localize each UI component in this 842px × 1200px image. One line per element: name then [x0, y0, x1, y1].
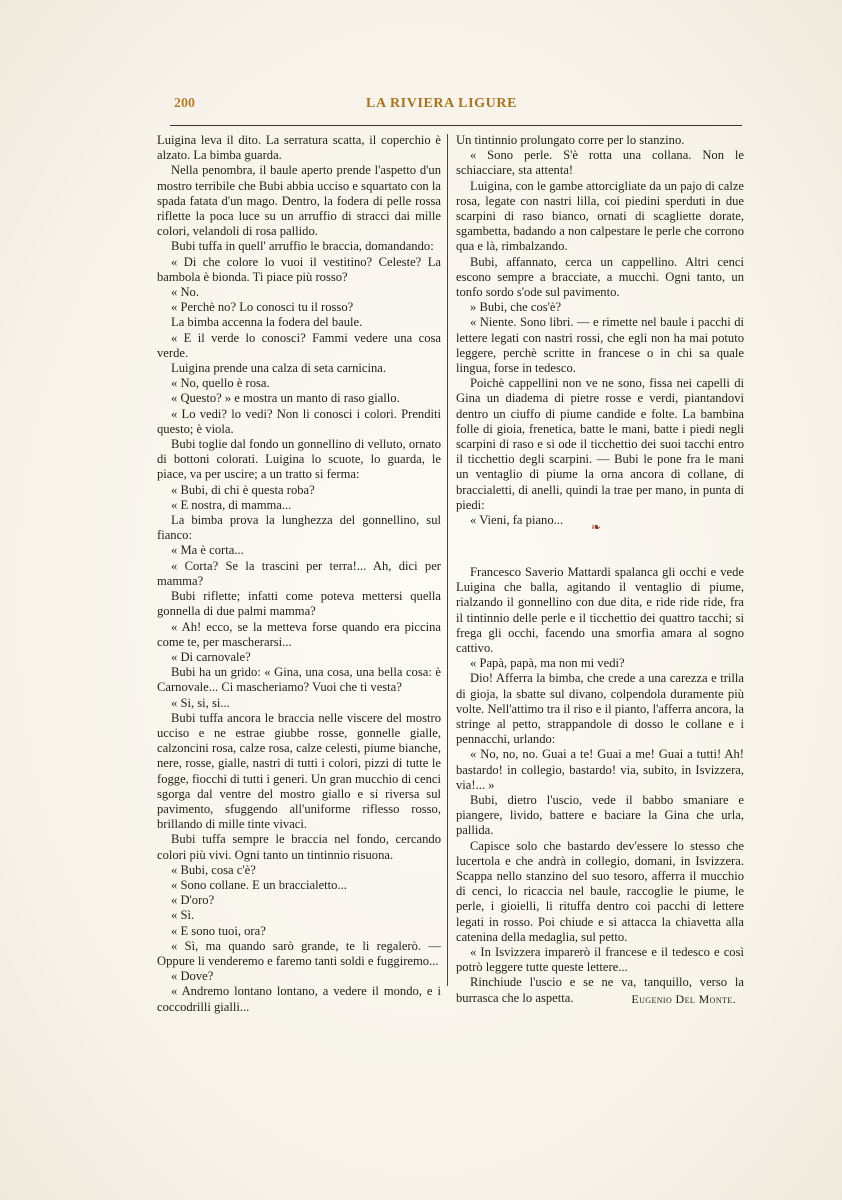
- paragraph: Un tintinnio prolungato corre per lo stanzino.: [456, 133, 685, 147]
- paragraph: « Perchè no? Lo conosci tu il rosso?: [171, 300, 354, 315]
- paragraph: « E sono tuoi, ora?: [171, 923, 266, 938]
- paragraph: « Bubi, di chi è questa roba?: [171, 482, 315, 497]
- paragraph: Bubi tuffa ancora le braccia nelle viscere del mostro ucciso e ne estrae giubbe rosse, gonnelle gialle, calzoncini rosa, calze rosa, calze celesti, piume bianche, nere, rosse, gialle, nastri di tutti i colori, pizzi di tutte le fogge, fiocchi di tutti i generi. Un gran mucchio di cenci sgorga dal ventre del mostro giallo e si riversa sul pavimento, sfuggendo all'uniforme riflesso rosso, brillando di mille tinte vivaci.: [157, 710, 441, 832]
- paragraph: « No, quello è rosa.: [171, 376, 270, 391]
- paragraph: Rinchiude l'uscio e se ne va, tanquillo, verso la burrasca che lo aspetta.: [456, 975, 744, 1005]
- paragraph: Francesco Saverio Mattardi spalanca gli occhi e vede Luigina che balla, agitando il ventaglio di piume, rialzando il gonnellino con due dita, e ride ride ride, fra il tintinnio delle perle e il ticchettio dei quattro tacchi; si frega gli occhi, facendo una smorfia amara al sogno cattivo.: [456, 565, 744, 656]
- page-header: [170, 96, 742, 118]
- paragraph: « Sì.: [171, 908, 195, 923]
- paragraph: Bubi toglie dal fondo un gonnellino di velluto, ornato di bottoni colorati. Luigina lo scuote, lo guarda, le piace, va per uscire; a un tratto si ferma:: [157, 437, 441, 482]
- paragraph: Luigina, con le gambe attorcigliate da un pajo di calze rosa, legate con nastri lilla, coi piedini sperduti in due scarpini di raso bianco, ornati di scagliette dorate, sgambetta, badando a non calpestare le perle che corrono qua e là, rimbalzando.: [456, 178, 744, 254]
- paragraph: Poichè cappellini non ve ne sono, fissa nei capelli di Gina un diadema di pietre rosse e verdi, piantandovi dentro un ciuffo di piume candide e folte. La bambina folle di gioia, frenetica, batte le mani, batte i piedi negli scarpini di raso e si ode il ticchettio dei suoi tacchi entro il ticchettio degli scarpini. — Bubi le pone fra le mani un ventaglio di piume la orna ancora di collane, di braccialetti, di anelli, quindi la trae per mano, in punta di piedi:: [456, 376, 744, 512]
- page-number: 200: [174, 96, 195, 111]
- paragraph: « Si, si, si...: [171, 695, 230, 710]
- paragraph: Bubi tuffa in quell' arruffio le braccia, domandando:: [171, 239, 434, 254]
- paragraph: Luigina leva il dito. La serratura scatta, il coperchio è alzato. La bimba guarda.: [157, 133, 441, 163]
- column-divider: [447, 134, 448, 986]
- section-ornament: ❧: [591, 520, 602, 534]
- header-rule: [170, 125, 742, 126]
- paragraph: « Sì, ma quando sarò grande, te li regalerò. — Oppure li venderemo e faremo tanti soldi e fuggiremo...: [157, 938, 441, 968]
- paragraph: La bimba accenna la fodera del baule.: [171, 315, 363, 330]
- paragraph: « Sono perle. S'è rotta una collana. Non le schiacciare, sta attenta!: [456, 148, 744, 178]
- paragraph: « Di che colore lo vuoi il vestitino? Celeste? La bambola è bionda. Ti piace più rosso?: [157, 254, 441, 284]
- paragraph: « Sono collane. E un braccialetto...: [171, 877, 347, 892]
- paragraph: « In Isvizzera imparerò il francese e il tedesco e così potrò leggere tutte queste lettere...: [456, 945, 744, 975]
- paragraph: « D'oro?: [171, 893, 215, 908]
- paragraph: Bubi riflette; infatti come poteva mettersi quella gonnella di due palmi mamma?: [157, 589, 441, 619]
- paragraph: « Ah! ecco, se la metteva forse quando era piccina come te, per mascherarsi...: [157, 619, 441, 649]
- paragraph: Luigina prende una calza di seta carnicina.: [171, 361, 387, 376]
- author-signature: Eugenio Del Monte.: [631, 992, 736, 1006]
- paragraph: « Di carnovale?: [171, 649, 251, 664]
- paragraph: « No, no, no. Guai a te! Guai a me! Guai a tutti! Ah! bastardo! in collegio, bastardo! via, subito, in Isvizzera, via!... »: [456, 747, 744, 792]
- paragraph: La bimba prova la lunghezza del gonnellino, sul fianco:: [157, 513, 441, 543]
- left-column: [157, 133, 441, 1015]
- paragraph: « E nostra, di mamma...: [171, 497, 292, 512]
- paragraph: « Andremo lontano lontano, a vedere il mondo, e i coccodrilli gialli...: [157, 984, 441, 1014]
- paragraph: Nella penombra, il baule aperto prende l'aspetto d'un mostro terribile che Bubi abbia ucciso e squartato con la spada fatata d'un mago. Dentro, la fodera di pelle rossa riflette la poca luce su un arruffio di stracci dai mille colori, velandoli di rosa pallido.: [157, 163, 441, 239]
- paragraph: Bubi tuffa sempre le braccia nel fondo, cercando colori più vivi. Ogni tanto un tintinnio risuona.: [157, 832, 441, 862]
- paragraph: Bubi, affannato, cerca un cappellino. Altri cenci escono sempre a bracciate, a mucchi. Ogni tanto, un tonfo sordo s'ode sul pavimento.: [456, 254, 744, 300]
- paragraph: « Vieni, fa piano...: [470, 513, 564, 528]
- paragraph: « Niente. Sono libri. — e rimette nel baule i pacchi di lettere legati con nastri rossi, che egli non ha mai potuto leggere, perchè scritte in francese o in chi sa quale lingua, forse in tedesco.: [456, 315, 744, 376]
- paragraph: « No.: [171, 285, 199, 300]
- paragraph: « Dove?: [171, 969, 214, 984]
- paragraph: » Bubi, che cos'è?: [470, 300, 562, 315]
- paragraph: Bubi, dietro l'uscio, vede il babbo smaniare e piangere, livido, battere e baciare la Gina che urla, pallida.: [456, 793, 744, 838]
- right-column-top: [456, 133, 744, 528]
- paragraph: Bubi ha un grido: « Gina, una cosa, una bella cosa: è Carnovale... Ci mascheriamo? Vuoi che ti vesta?: [157, 665, 441, 695]
- paragraph: « Bubi, cosa c'è?: [171, 862, 256, 877]
- right-column-bottom: [456, 565, 744, 1006]
- paragraph: « Lo vedi? lo vedi? Non li conosci i colori. Prenditi questo; è viola.: [157, 406, 441, 436]
- paragraph: « Corta? Se la trascini per terra!... Ah, dici per mamma?: [157, 558, 441, 588]
- paragraph: « Papà, papà, ma non mi vedi?: [470, 656, 625, 671]
- paragraph: « E il verde lo conosci? Fammi vedere una cosa verde.: [157, 330, 441, 360]
- paragraph: « Questo? » e mostra un manto di raso giallo.: [171, 391, 400, 406]
- paragraph: « Ma è corta...: [171, 543, 244, 558]
- paragraph: Capisce solo che bastardo dev'essere lo stesso che lucertola e che andrà in collegio, domani, in Isvizzera. Scappa nello stanzino del suo tesoro, afferra il mucchio di cenci, lo ricaccia nel baule, raccoglie le piume, le perle, i gioielli, li rituffa dentro coi pacchi di lettere legati in rosso. Poi chiude e si attacca la chiavetta alla catenina della medaglia, sul petto.: [456, 838, 744, 944]
- running-title: LA RIVIERA LIGURE: [366, 96, 518, 111]
- paragraph: Dio! Afferra la bimba, che crede a una carezza e trilla di gioja, la sbatte sul divano, colpendola duramente più volte. Nell'attimo tra il riso e il pianto, l'afferra ancora, la stringe al petto, strappandole di dosso le collane e i pennacchi, urlando:: [456, 671, 744, 747]
